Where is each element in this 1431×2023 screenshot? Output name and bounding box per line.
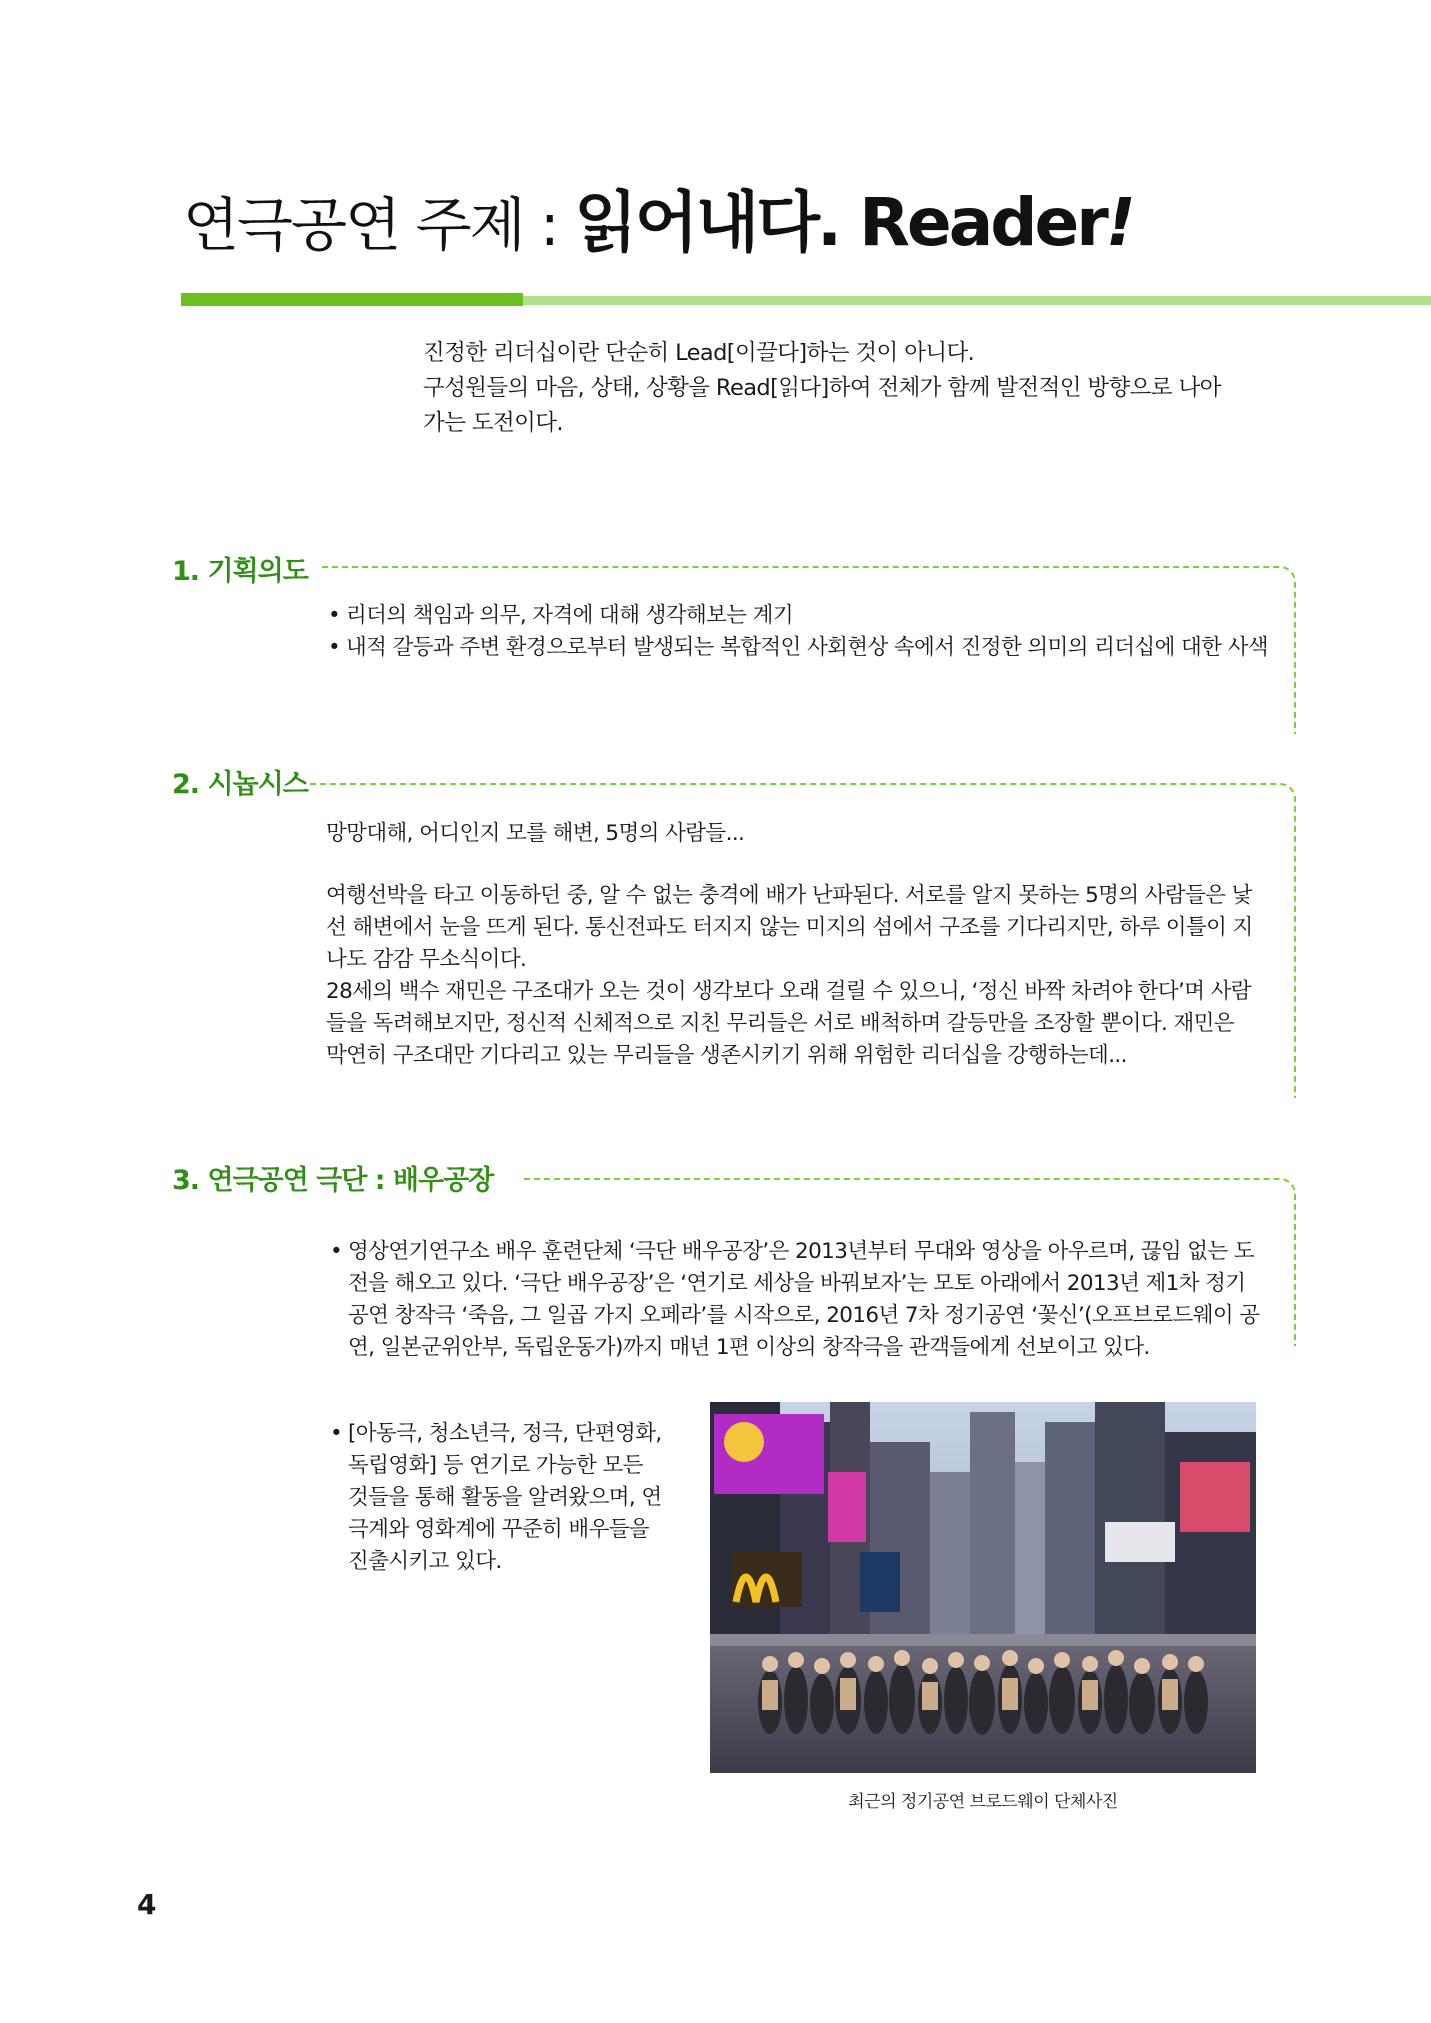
bullet-item: • [아동극, 청소년극, 정극, 단편영화, 독립영화] 등 연기로 가능한 모든 것들을 통해 활동을 알려왔으며, 연극계와 영화계에 꾸준히 배우들을 진출시키고 있다. — [330, 1418, 662, 1578]
intro-line: 가는 도전이다. — [423, 410, 563, 436]
synopsis-paragraph: 여행선박을 타고 이동하던 중, 알 수 없는 충격에 배가 난파된다. 서로를 알지 못하는 5명의 사람들은 낯선 해변에서 눈을 뜨게 된다. 통신전파도 터지지 않는 미지의 섬에서 구조를 기다리지만, 하루 이틀이 지나도 감감 무소식이다. — [326, 883, 1253, 972]
bullet-item: • 리더의 책임과 의무, 자격에 대해 생각해보는 계기 — [328, 600, 1268, 632]
page-title — [183, 184, 1133, 261]
photo-caption: 최근의 정기공연 브로드웨이 단체사진 — [848, 1792, 1118, 1812]
intro-line: 구성원들의 마음, 상태, 상황을 Read[읽다]하여 전체가 함께 발전적인 방향으로 나아 — [423, 375, 1221, 401]
title-exclaim: ! — [1105, 184, 1133, 261]
intro-line: 진정한 리더십이란 단순히 Lead[이끌다]하는 것이 아니다. — [423, 340, 975, 366]
section-heading: 2. 시놉시스 — [172, 769, 308, 800]
section-body — [330, 1236, 1260, 1364]
section-heading: 1. 기획의도 — [172, 556, 308, 587]
title-rule-light — [523, 296, 1431, 305]
section-heading: 3. 연극공연 극단 : 배우공장 — [172, 1165, 494, 1196]
times-square-photo — [710, 1402, 1256, 1773]
synopsis-paragraph: 28세의 백수 재민은 구조대가 오는 것이 생각보다 오래 걸릴 수 있으니, ‘정신 바짝 차려야 한다’며 사람들을 독려해보지만, 정신적 신체적으로 지친 무리들은 서로 배척하며 갈등만을 조장할 뿐이다. 재민은 막연히 구조대만 기다리고 있는 무리들을 생존시키기 위해 위험한 리더십을 강행하는데... — [326, 979, 1251, 1068]
synopsis-lead: 망망대해, 어디인지 모를 해변, 5명의 사람들... — [326, 821, 745, 846]
page-number: 4 — [137, 1888, 157, 1921]
title-prefix: 연극공연 주제 : — [183, 191, 575, 259]
bullet-item: • 영상연기연구소 배우 훈련단체 ‘극단 배우공장’은 2013년부터 무대와 영상을 아우르며, 끊임 없는 도전을 해오고 있다. ‘극단 배우공장’은 ‘연기로 세상을 바꿔보자’는 모토 아래에서 2013년 제1차 정기공연 창작극 ‘죽음, 그 일곱 가지 오페라’를 시작으로, 2016년 7차 정기공연 ‘꽃신’(오프브로드웨이 공연, 일본군위안부, 독립운동가)까지 매년 1편 이상의 창작극을 관객들에게 선보이고 있다. — [330, 1236, 1260, 1364]
section-body-side — [330, 1418, 662, 1578]
title-rule-dark — [181, 293, 523, 306]
bullet-item: • 내적 갈등과 주변 환경으로부터 발생되는 복합적인 사회현상 속에서 진정한 의미의 리더십에 대한 사색 — [328, 632, 1268, 664]
title-main: 읽어내다. Reader — [574, 184, 1106, 261]
intro-text — [423, 336, 1283, 441]
group-photo — [710, 1402, 1256, 1773]
section-body — [326, 818, 1256, 1072]
section-body — [328, 600, 1268, 664]
